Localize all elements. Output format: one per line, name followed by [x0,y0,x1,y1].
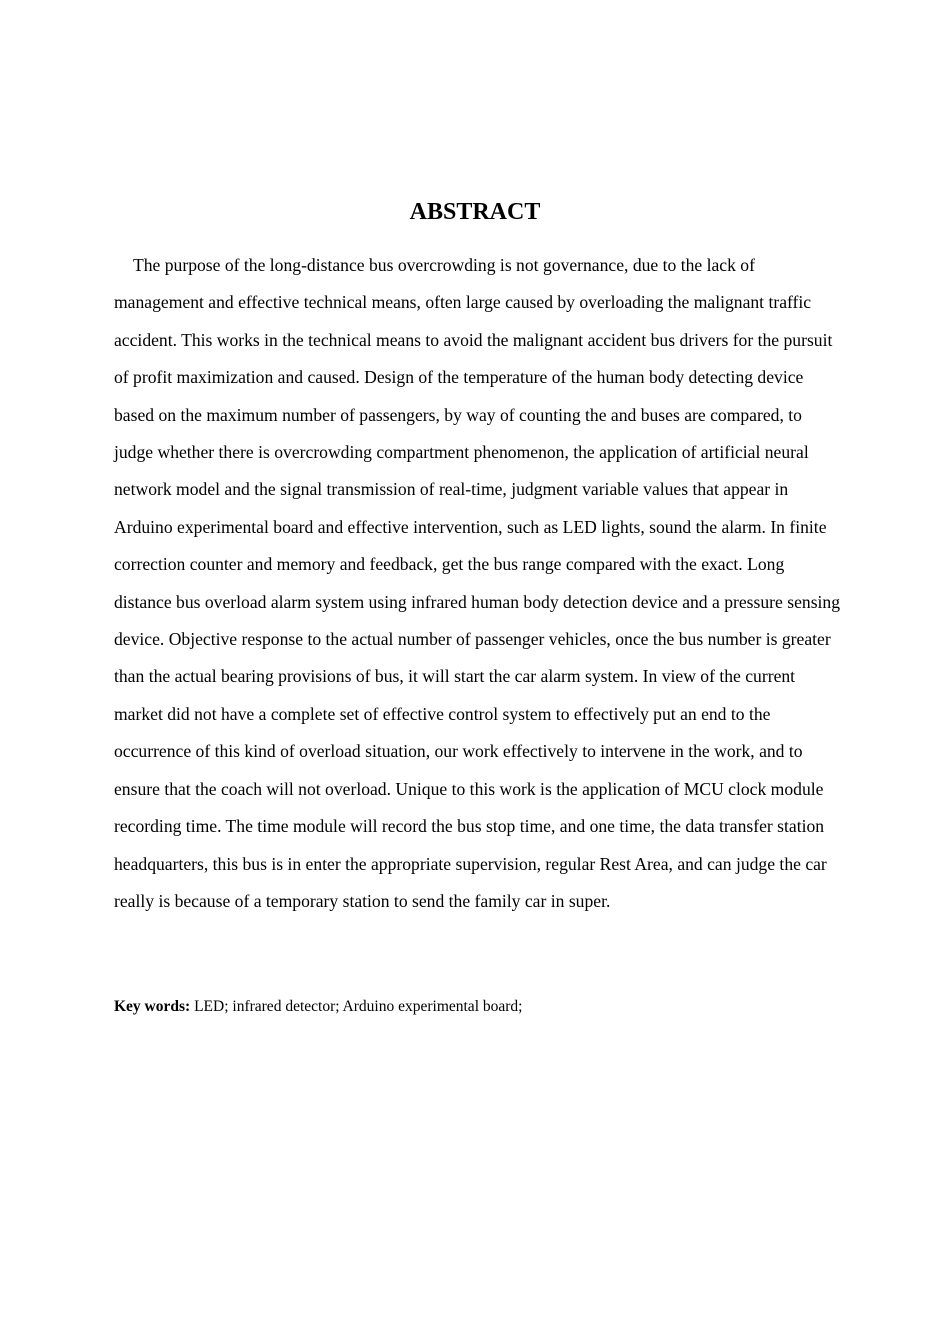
abstract-body: The purpose of the long-distance bus overcrowding is not governance, due to the lack of management and effective technical means, often large caused by overloading the malignant traffic accident. This works in the technical means to avoid the malignant accident bus drivers for the pursuit of profit maximization and caused. Design of the temperature of the human body detecting device based on the maximum number of passengers, by way of counting the and buses are compared, to judge whether there is overcrowding compartment phenomenon, the application of artificial neural network model and the signal transmission of real-time, judgment variable values that appear in Arduino experimental board and effective intervention, such as LED lights, sound the alarm. In finite correction counter and memory and feedback, get the bus range compared with the exact. Long distance bus overload alarm system using infrared human body detection device and a pressure sensing device. Objective response to the actual number of passenger vehicles, once the bus number is greater than the actual bearing provisions of bus, it will start the car alarm system. In view of the current market did not have a complete set of effective control system to effectively put an end to the occurrence of this kind of overload situation, our work effectively to intervene in the work, and to ensure that the coach will not overload. Unique to this work is the application of MCU clock module recording time. The time module will record the bus stop time, and one time, the data transfer station headquarters, this bus is in enter the appropriate supervision, regular Rest Area, and can judge the car really is because of a temporary station to send the family car in super. [114,255,841,911]
abstract-title: ABSTRACT [409,199,541,225]
keywords-label: Key words: [114,998,191,1015]
keywords-value: LED; infrared detector; Arduino experimental board; [190,998,523,1015]
keywords-line [114,995,842,1019]
